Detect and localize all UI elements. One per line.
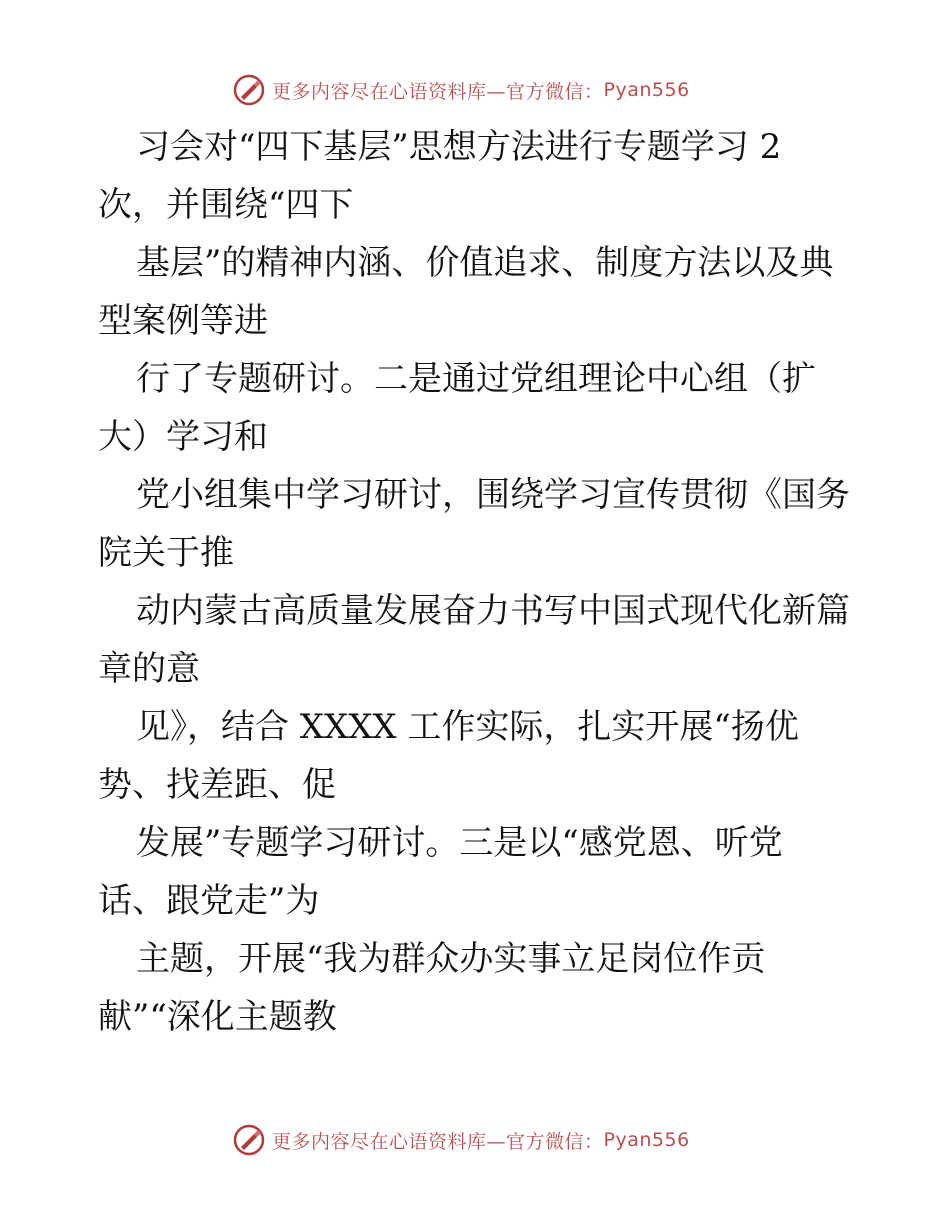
body-line: 院关于推 (98, 533, 234, 573)
body-line: 次，并围绕“四下 (98, 185, 354, 225)
body-line: 势、找差距、促 (98, 765, 336, 805)
body-line: 行了专题研讨。二是通过党组理论中心组（扩 (136, 359, 816, 399)
watermark-wechat-id: Pyan556 (603, 79, 690, 101)
footer-watermark (232, 1120, 752, 1160)
pen-logo-icon (232, 73, 266, 107)
body-line: 见》，结合 XXXX 工作实际，扎实开展“扬优 (136, 707, 799, 747)
body-line: 主题，开展“我为群众办实事立足岗位作贡 (136, 939, 766, 979)
body-line: 话、跟党走”为 (98, 881, 320, 921)
body-line: 基层”的精神内涵、价值追求、制度方法以及典 (136, 243, 834, 283)
pen-logo-icon (232, 1123, 266, 1157)
body-line: 型案例等进 (98, 301, 268, 341)
body-line: 习会对“四下基层”思想方法进行专题学习 2 (136, 127, 782, 167)
body-line: 大）学习和 (98, 417, 268, 457)
body-line: 党小组集中学习研讨，围绕学习宣传贯彻《国务 (136, 475, 850, 515)
body-line: 献”“深化主题教 (98, 997, 337, 1037)
watermark-wechat-id: Pyan556 (603, 1129, 690, 1151)
watermark-text: 更多内容尽在心语资料库—官方微信： (272, 1130, 604, 1153)
header-watermark (232, 70, 752, 110)
body-line: 发展”专题学习研讨。三是以“感党恩、听党 (136, 823, 783, 863)
body-line: 动内蒙古高质量发展奋力书写中国式现代化新篇 (136, 591, 850, 631)
body-line: 章的意 (98, 649, 200, 689)
watermark-text: 更多内容尽在心语资料库—官方微信： (272, 80, 604, 103)
document-body (98, 118, 858, 1046)
